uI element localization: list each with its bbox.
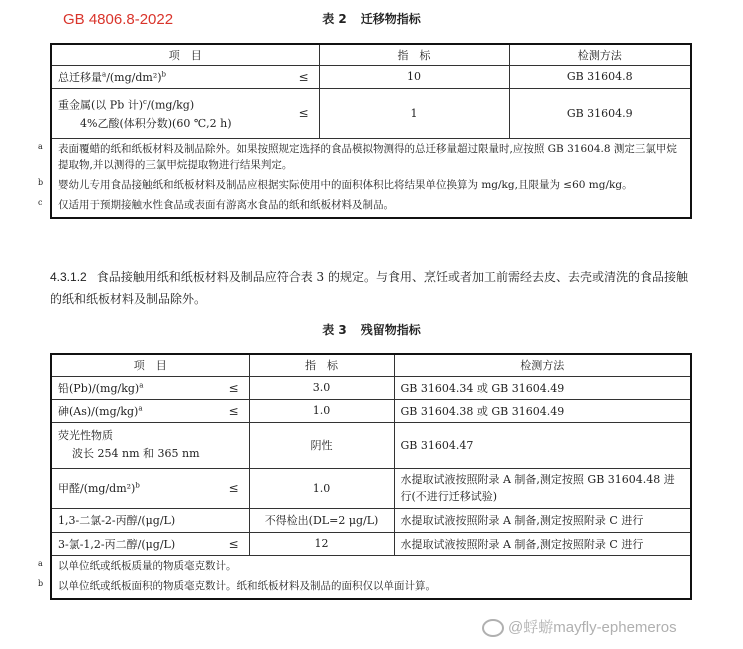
table3-caption-number: 表 3 — [322, 323, 347, 337]
clause-text: 食品接触用纸和纸板材料及制品应符合表 3 的规定。与食用、烹饪或者加工前需经去皮、去壳或清洗的食品接触的纸和纸板材料及制品除外。 — [50, 270, 688, 306]
table3-note-b: b 以单位纸或纸板面积的物质毫克数计。纸和纸板材料及制品的面积仅以单面计算。 — [38, 578, 436, 592]
less-equal-sign: ≤ — [228, 481, 239, 495]
table3-notes — [38, 555, 691, 599]
table2-row2-item: 重金属(以 Pb 计)$^c$/(mg/kg) 4%乙酸(体积分数)(60 ℃,2 h) ≤ — [51, 88, 319, 138]
table2-row1-method: GB 31604.8 — [509, 65, 691, 88]
table2 — [38, 43, 692, 219]
less-equal-sign: ≤ — [298, 106, 309, 120]
table-row — [51, 422, 691, 468]
table3-row2-item: 砷$(As)/(mg/kg)^a$ ≤ — [51, 399, 249, 422]
table2-note-c: c 仅适用于预期接触水性食品或表面有游离水食品的纸和纸板材料及制品。 — [38, 197, 394, 211]
table2-row1-item: 总迁移量$^a/(mg/dm^2)^b$ ≤ — [51, 65, 319, 88]
table2-caption — [0, 10, 743, 27]
table-row — [51, 532, 691, 555]
table2-note-a: a 表面覆蜡的纸和纸板材料及制品除外。如果按照规定选择的食品模拟物测得的总迁移量超过限量时,应按照 GB 31604.8 测定三氯甲烷提取物,并以测得的三氯甲烷提取物进行结果判定。 — [38, 141, 677, 171]
less-equal-sign: ≤ — [228, 380, 239, 395]
table-row — [51, 399, 691, 422]
table2-notes-row — [51, 138, 691, 218]
table-row — [51, 508, 691, 532]
table3-row3-item: 荧光性物质 波长 254 nm 和 365 nm — [51, 422, 249, 468]
table3-note-a: a 以单位纸或纸板质量的物质毫克数计。 — [38, 558, 237, 572]
table2-row2-value: 1 — [319, 88, 509, 138]
less-equal-sign: ≤ — [228, 536, 239, 551]
table3-row4-item: 甲醛$/(mg/dm^2)^b$ ≤ — [51, 468, 249, 508]
table3-caption — [0, 321, 743, 338]
table2-header-value: 指 标 — [319, 44, 509, 65]
table3-row6-method: 水提取试液按照附录 A 制备,测定按照附录 C 进行 — [394, 532, 691, 555]
table3-header-row — [51, 354, 691, 376]
table2-row1-value: 10 — [319, 65, 509, 88]
table3-caption-title: 残留物指标 — [360, 323, 421, 337]
table3-row1-value: 3.0 — [249, 376, 394, 399]
table3-row1-method: GB 31604.34 或 GB 31604.49 — [394, 376, 691, 399]
table-row — [51, 468, 691, 508]
table3-row6-item: 3-氯-1,2-丙二醇/(μg/L) ≤ — [51, 532, 249, 555]
table3-header-value: 指 标 — [249, 354, 394, 376]
table3-row5-value: 不得检出(DL=2 μg/L) — [249, 508, 394, 532]
table2-row2-method: GB 31604.9 — [509, 88, 691, 138]
table3-row3-value: 阴性 — [249, 422, 394, 468]
clause-paragraph — [50, 266, 690, 310]
table2-caption-number: 表 2 — [322, 12, 347, 26]
less-equal-sign: ≤ — [228, 403, 239, 418]
table3-row1-item: 铅$(Pb)/(mg/kg)^a$ ≤ — [51, 376, 249, 399]
table3-row4-method: 水提取试液按照附录 A 制备,测定按照 GB 31604.48 进行(不进行迁移试验) — [394, 468, 691, 508]
weibo-logo-icon — [482, 619, 504, 637]
table3-row3-method: GB 31604.47 — [394, 422, 691, 468]
table3-header-method: 检测方法 — [394, 354, 691, 376]
table3-notes-row — [51, 555, 691, 599]
table3-row6-value: 12 — [249, 532, 394, 555]
table3 — [38, 353, 692, 600]
table2-header-item: 项 目 — [51, 44, 319, 65]
standard-code: GB 4806.8-2022 — [63, 11, 174, 28]
table2-header-method: 检测方法 — [509, 44, 691, 65]
watermark: @蜉蝣mayfly-ephemeros — [482, 616, 677, 637]
table2-caption-title: 迁移物指标 — [360, 12, 421, 26]
table2-note-b: b 婴幼儿专用食品接触纸和纸板材料及制品应根据实际使用中的面积体积比将结果单位换算为 mg/kg,且限量为 ≤60 mg/kg。 — [38, 177, 633, 191]
table3-row4-value: 1.0 — [249, 468, 394, 508]
table3-row2-value: 1.0 — [249, 399, 394, 422]
table3-row5-method: 水提取试液按照附录 A 制备,测定按照附录 C 进行 — [394, 508, 691, 532]
table-row — [51, 88, 691, 138]
table2-header-row — [51, 44, 691, 65]
table-row — [51, 376, 691, 399]
less-equal-sign: ≤ — [298, 69, 309, 84]
table3-row2-method: GB 31604.38 或 GB 31604.49 — [394, 399, 691, 422]
table2-notes — [38, 138, 691, 218]
table-row — [51, 65, 691, 88]
table3-header-item: 项 目 — [51, 354, 249, 376]
table3-row5-item: 1,3-二氯-2-丙醇/(μg/L) — [51, 508, 249, 532]
clause-number: 4.3.1.2 — [50, 270, 87, 284]
